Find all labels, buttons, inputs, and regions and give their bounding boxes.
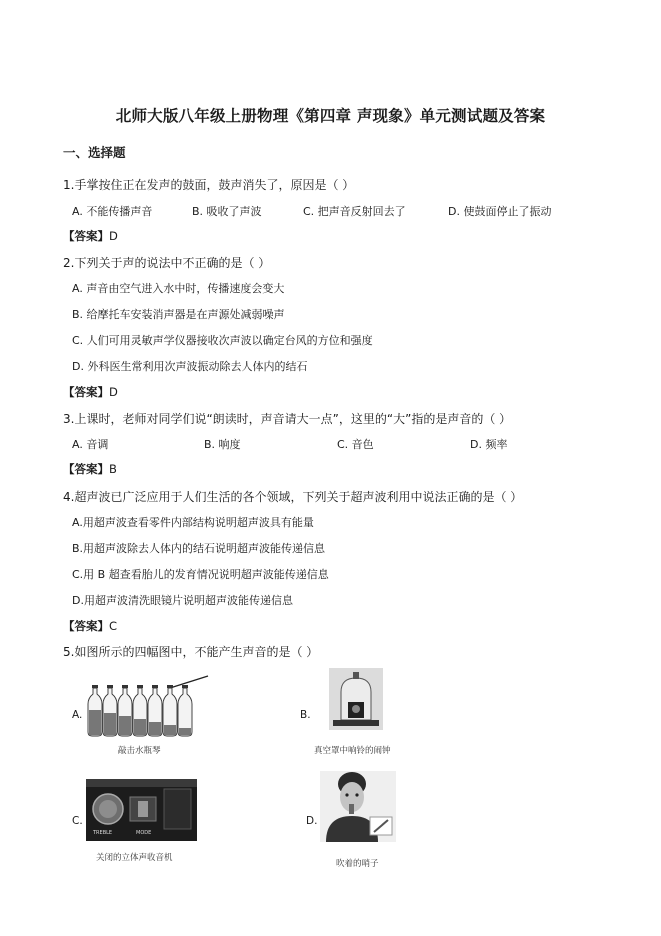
question-2-option-a: A. 声音由空气进入水中时，传播速度会变大 xyxy=(72,282,285,295)
figure-a-letter: A. xyxy=(72,709,83,721)
figure-d-caption: 吹着的哨子 xyxy=(336,859,379,869)
figure-c-caption: 关闭的立体声收音机 xyxy=(96,853,173,863)
question-4-stem: 4.超声波已广泛应用于人们生活的各个领域，下列关于超声波利用中说法正确的是（ ） xyxy=(63,490,523,504)
question-4-option-b: B.用超声波除去人体内的结石说明超声波能传递信息 xyxy=(72,542,326,555)
answer-label: 【答案】 xyxy=(63,385,109,399)
question-2-stem: 2.下列关于声的说法中不正确的是（ ） xyxy=(63,256,271,270)
answer-value: C xyxy=(109,619,118,633)
question-2-option-c: C. 人们可用灵敏声学仪器接收次声波以确定台风的方位和强度 xyxy=(72,334,373,347)
answer-label: 【答案】 xyxy=(63,462,109,476)
question-1-option-c: C. 把声音反射回去了 xyxy=(303,205,406,218)
answer-value: B xyxy=(109,462,117,476)
question-3-stem: 3.上课时，老师对同学们说“朗读时，声音请大一点”，这里的“大”指的是声音的（ ） xyxy=(63,412,512,426)
question-1-answer xyxy=(63,228,118,244)
question-4-option-d: D.用超声波清洗眼镜片说明超声波能传递信息 xyxy=(72,594,293,607)
answer-label: 【答案】 xyxy=(63,619,109,633)
question-4-option-a: A.用超声波查看零件内部结构说明超声波具有能量 xyxy=(72,516,314,529)
answer-value: D xyxy=(109,385,118,399)
mode-label: MODE xyxy=(136,830,152,836)
answer-label: 【答案】 xyxy=(63,229,109,243)
question-3-option-c: C. 音色 xyxy=(337,438,374,451)
question-3-option-b: B. 响度 xyxy=(204,438,241,451)
question-2-option-b: B. 给摩托车安装消声器是在声源处减弱噪声 xyxy=(72,308,285,321)
question-1-option-b: B. 吸收了声波 xyxy=(192,205,262,218)
figure-b-letter: B. xyxy=(300,709,311,721)
figure-a-caption: 敲击水瓶琴 xyxy=(118,746,161,756)
figure-d-letter: D. xyxy=(306,815,318,827)
question-4-answer xyxy=(63,618,117,634)
question-2-option-d: D. 外科医生常利用次声波振动除去人体内的结石 xyxy=(72,360,308,373)
bell-jar-alarm-clock-figure xyxy=(329,668,383,730)
water-bottle-xylophone-figure xyxy=(86,668,216,740)
treble-label: TREBLE xyxy=(93,830,113,836)
radio-figure xyxy=(86,779,197,841)
question-1-stem: 1.手掌按住正在发声的鼓面，鼓声消失了，原因是（ ） xyxy=(63,178,355,192)
question-2-answer xyxy=(63,384,118,400)
question-4-option-c: C.用 B 超查看胎儿的发育情况说明超声波能传递信息 xyxy=(72,568,329,581)
boy-blowing-whistle-figure xyxy=(320,771,396,842)
page-title: 北师大版八年级上册物理《第四章 声现象》单元测试题及答案 xyxy=(115,107,546,125)
question-1-option-a: A. 不能传播声音 xyxy=(72,205,153,218)
question-1-option-d: D. 使鼓面停止了振动 xyxy=(448,205,552,218)
section-heading: 一、选择题 xyxy=(63,145,126,160)
question-3-option-d: D. 频率 xyxy=(470,438,508,451)
question-3-option-a: A. 音调 xyxy=(72,438,109,451)
figure-b-caption: 真空罩中响铃的闹钟 xyxy=(314,746,391,756)
figure-c-letter: C. xyxy=(72,815,83,827)
question-3-answer xyxy=(63,461,117,477)
question-5-stem: 5.如图所示的四幅图中，不能产生声音的是（ ） xyxy=(63,645,319,659)
answer-value: D xyxy=(109,229,118,243)
